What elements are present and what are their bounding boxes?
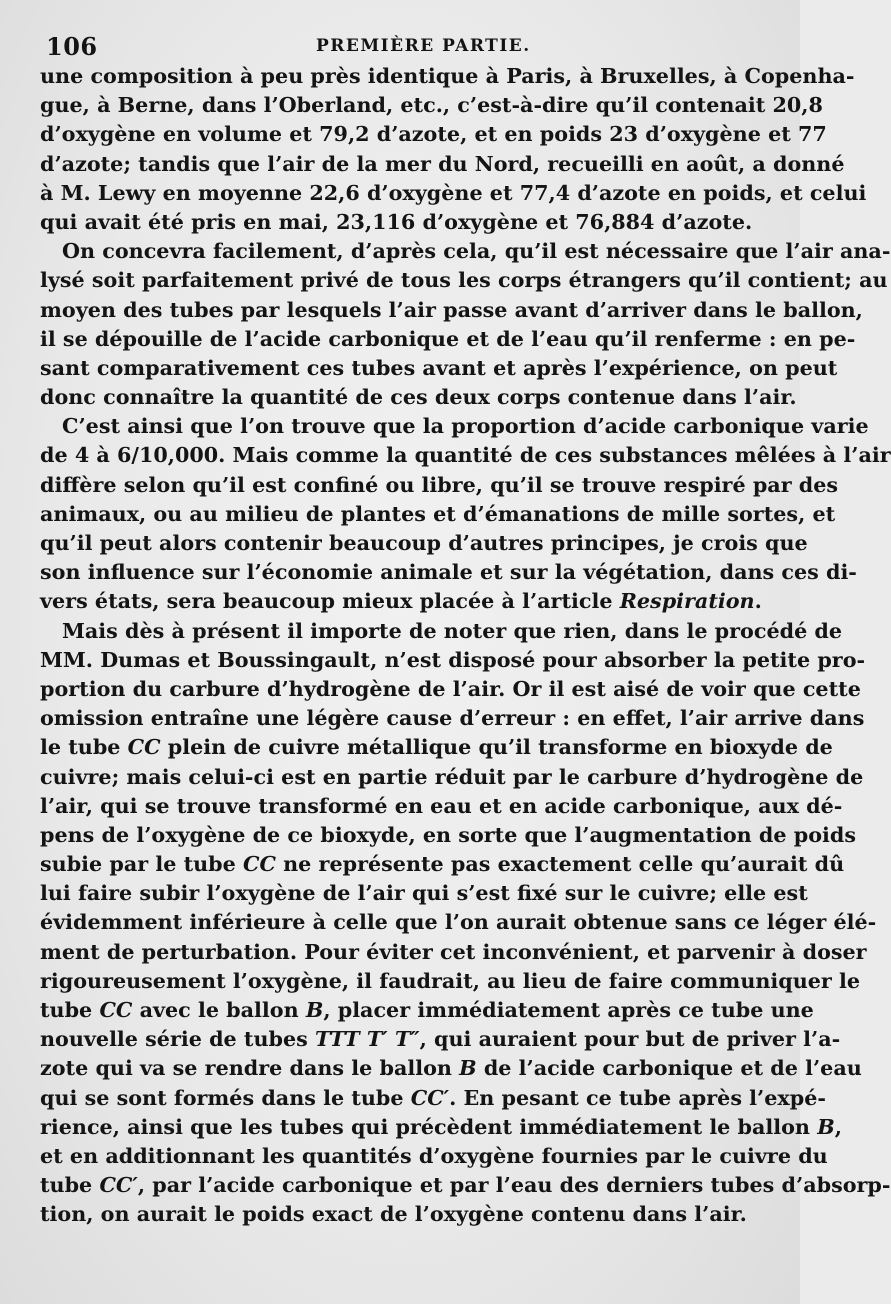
text-line: animaux, ou au milieu de plantes et d’émanations de mille sortes, et bbox=[40, 501, 836, 526]
text-line: lui faire subir l’oxygène de l’air qui s’est fixé sur le cuivre; elle est bbox=[40, 881, 808, 906]
text-line: zote qui va se rendre dans le ballon B de l’acide carbonique et de l’eau bbox=[40, 1056, 862, 1081]
text-line: le tube CC plein de cuivre métallique qu’il transforme en bioxyde de bbox=[40, 735, 833, 760]
text-line: évidemment inférieure à celle que l’on aurait obtenue sans ce léger élé- bbox=[40, 910, 877, 935]
text-line: lysé soit parfaitement privé de tous les corps étrangers qu’il contient; au bbox=[40, 268, 888, 293]
running-head: PREMIÈRE PARTIE. bbox=[316, 36, 531, 56]
text-line: à M. Lewy en moyenne 22,6 d’oxygène et 77,4 d’azote en poids, et celui bbox=[40, 180, 867, 205]
text-line: sant comparativement ces tubes avant et après l’expérience, on peut bbox=[40, 355, 838, 380]
text-line: diffère selon qu’il est confiné ou libre, qu’il se trouve respiré par des bbox=[40, 472, 839, 497]
text-line: son influence sur l’économie animale et sur la végétation, dans ces di- bbox=[40, 560, 857, 585]
text-line: qu’il peut alors contenir beaucoup d’autres principes, je crois que bbox=[40, 531, 808, 555]
text-line: nouvelle série de tubes TTT T′ T″, qui auraient pour but de priver l’a- bbox=[40, 1027, 841, 1052]
text-line: d’azote; tandis que l’air de la mer du Nord, recueilli en août, a donné bbox=[40, 151, 845, 176]
text-line: et en additionnant les quantités d’oxygène fournies par le cuivre du bbox=[40, 1143, 828, 1168]
text-line: ment de perturbation. Pour éviter cet inconvénient, et parvenir à doser bbox=[40, 939, 867, 964]
text-line: C’est ainsi que l’on trouve que la proportion d’acide carbonique varie bbox=[62, 414, 869, 439]
text-line: rigoureusement l’oxygène, il faudrait, au lieu de faire communiquer le bbox=[40, 968, 861, 993]
text-line: qui avait été pris en mai, 23,116 d’oxygène et 76,884 d’azote. bbox=[40, 209, 753, 234]
text-line: rience, ainsi que les tubes qui précèdent immédiatement le ballon B, bbox=[40, 1114, 842, 1139]
body-text bbox=[40, 62, 891, 1230]
text-line: cuivre; mais celui-ci est en partie réduit par le carbure d’hydrogène de bbox=[40, 764, 864, 789]
text-line: moyen des tubes par lesquels l’air passe avant d’arriver dans le ballon, bbox=[40, 297, 863, 322]
text-line: donc connaître la quantité de ces deux corps contenue dans l’air. bbox=[40, 385, 797, 410]
text-line: subie par le tube CC ne représente pas exactement celle qu’aurait dû bbox=[40, 852, 845, 877]
text-line: tube CC′, par l’acide carbonique et par l’eau des derniers tubes d’absorp- bbox=[40, 1173, 891, 1198]
text-line: une composition à peu près identique à Paris, à Bruxelles, à Copenha- bbox=[40, 64, 855, 88]
text-line: On concevra facilement, d’après cela, qu’il est nécessaire que l’air ana- bbox=[62, 239, 891, 264]
text-line: tion, on aurait le poids exact de l’oxygène contenu dans l’air. bbox=[40, 1202, 747, 1227]
text-line: omission entraîne une légère cause d’erreur : en effet, l’air arrive dans bbox=[40, 706, 865, 731]
text-line: d’oxygène en volume et 79,2 d’azote, et en poids 23 d’oxygène et 77 bbox=[40, 122, 827, 147]
text-line: l’air, qui se trouve transformé en eau et en acide carbonique, aux dé- bbox=[40, 793, 843, 818]
text-line: vers états, sera beaucoup mieux placée à l’article Respiration. bbox=[40, 589, 762, 614]
text-line: il se dépouille de l’acide carbonique et de l’eau qu’il renferme : en pe- bbox=[40, 326, 856, 351]
text-line: de 4 à 6/10,000. Mais comme la quantité de ces substances mêlées à l’air bbox=[40, 443, 891, 468]
text-line: tube CC avec le ballon B, placer immédiatement après ce tube une bbox=[40, 998, 814, 1022]
text-line: pens de l’oxygène de ce bioxyde, en sorte que l’augmentation de poids bbox=[40, 822, 856, 847]
text-line: qui se sont formés dans le tube CC′. En pesant ce tube après l’expé- bbox=[40, 1085, 826, 1110]
page-header bbox=[46, 30, 762, 64]
text-line: Mais dès à présent il importe de noter que rien, dans le procédé de bbox=[62, 618, 843, 643]
page-number: 106 bbox=[46, 32, 98, 61]
text-line: gue, à Berne, dans l’Oberland, etc., c’est-à-dire qu’il contenait 20,8 bbox=[40, 93, 823, 118]
text-line: MM. Dumas et Boussingault, n’est disposé pour absorber la petite pro- bbox=[40, 647, 866, 672]
text-line: portion du carbure d’hydrogène de l’air. Or il est aisé de voir que cette bbox=[40, 676, 861, 701]
